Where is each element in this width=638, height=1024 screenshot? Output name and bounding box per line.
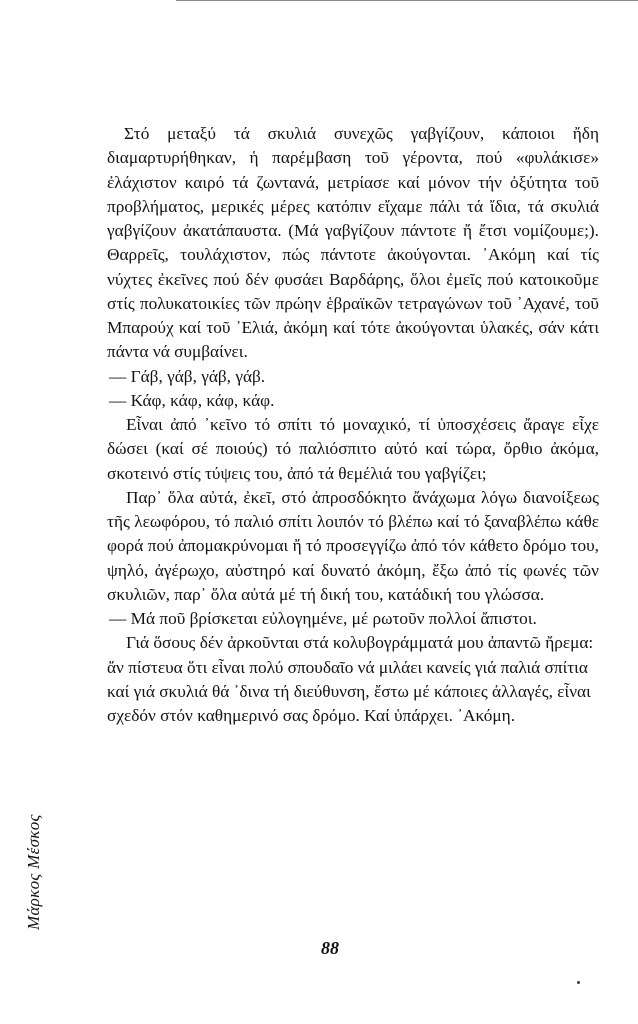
page-edge-rule — [176, 0, 638, 1]
scan-speck — [577, 981, 580, 984]
running-head-author: Μάρκος Μέσκος — [24, 814, 43, 930]
dialogue-line: — Κάφ, κάφ, κάφ, κάφ. — [109, 390, 275, 410]
paragraph: Γιά ὅσους δέν ἀρκοῦνται στά κολυβογράμματά μου ἀπαντῶ ἤρεμα: ἄν πίστευα ὅτι εἶναι πολύ σπουδαῖο νά μιλάει κανείς γιά παλιά σπίτια καί γιά σκυλιά θά ᾿δινα τή διεύθυνση, ἔστω μέ κάποιες ἀλλαγές, εἶναι σχεδόν στόν καθημερινό σας δρόμο. Καί ὑπάρχει. ᾿Ακόμη. — [107, 633, 594, 725]
paragraph: Παρ᾿ ὅλα αὐτά, ἐκεῖ, στό ἀπροσδόκητο ἄνάχωμα λόγω διανοίξεως τῆς λεωφόρου, τό παλιό σπίτι λοιπόν τό βλέπω καί τό ξαναβλέπω κάθε φορά πού ἀπομακρύνομαι ἤ τό προσεγγίζω ἀπό τόν κάθετο δρόμο του, ψηλό, ἀγέρωχο, αὐστηρό καί δυνατό ἀκόμη, ἔξω ἀπό τίς φωνές τῶν σκυλιῶν, παρ᾿ ὅλα αὐτά μέ τή δική του, κατάδική του γλώσσα. — [107, 487, 599, 604]
page-number: 88 — [321, 938, 339, 958]
dialogue-line: — Γάβ, γάβ, γάβ, γάβ. — [109, 366, 266, 386]
dialogue-line: — Μά ποῦ βρίσκεται εὐλογημένε, μέ ρωτοῦν πολλοί ἄπιστοι. — [109, 609, 537, 628]
main-text — [107, 122, 599, 728]
paragraph: Στό μεταξύ τά σκυλιά συνεχῶς γαβγίζουν, κάποιοι ἤδη διαμαρτυρήθηκαν, ἡ παρέμβαση τοῦ γέροντα, πού «φυλάκισε» ἐλάχιστον καιρό τά ζωντανά, μετρίασε καί μόνον τήν ὀξύτητα τοῦ προβλήματος, μερικές μέρες κατόπιν εἴχαμε πάλι τά ἴδια, τά σκυλιά γαβγίζουν ἀκατάπαυστα. (Μά γαβγίζουν πάντοτε ἤ ἔτσι νομίζουμε;). Θαρρεῖς, τουλάχιστον, πώς πάντοτε ἀκούγονται. ᾿Ακόμη καί τίς νύχτες ἐκεῖνες πού δέν φυσάει Βαρδάρης, ὅλοι ἐμεῖς πού κατοικοῦμε στίς πολυκατοικίες τῶν πρώην ἑβραϊκῶν τετραγώνων τοῦ ᾿Αχανέ, τοῦ Μπαρούχ καί τοῦ ᾿Ελιά, ἀκόμη καί τότε ἀκούγονται ὑλακές, σάν κάτι πάντα νά συμβαίνει. — [107, 124, 599, 362]
paragraph: Εἶναι ἀπό ᾿κεῖνο τό σπίτι τό μοναχικό, τί ὑποσχέσεις ἄραγε εἶχε δώσει (καί σέ ποιούς) τό παλιόσπιτο αὐτό καί τώρα, ὄρθιο ἀκόμα, σκοτεινό στίς τύψεις του, ἀπό τά θεμέλιά του γαβγίζει; — [107, 415, 599, 483]
